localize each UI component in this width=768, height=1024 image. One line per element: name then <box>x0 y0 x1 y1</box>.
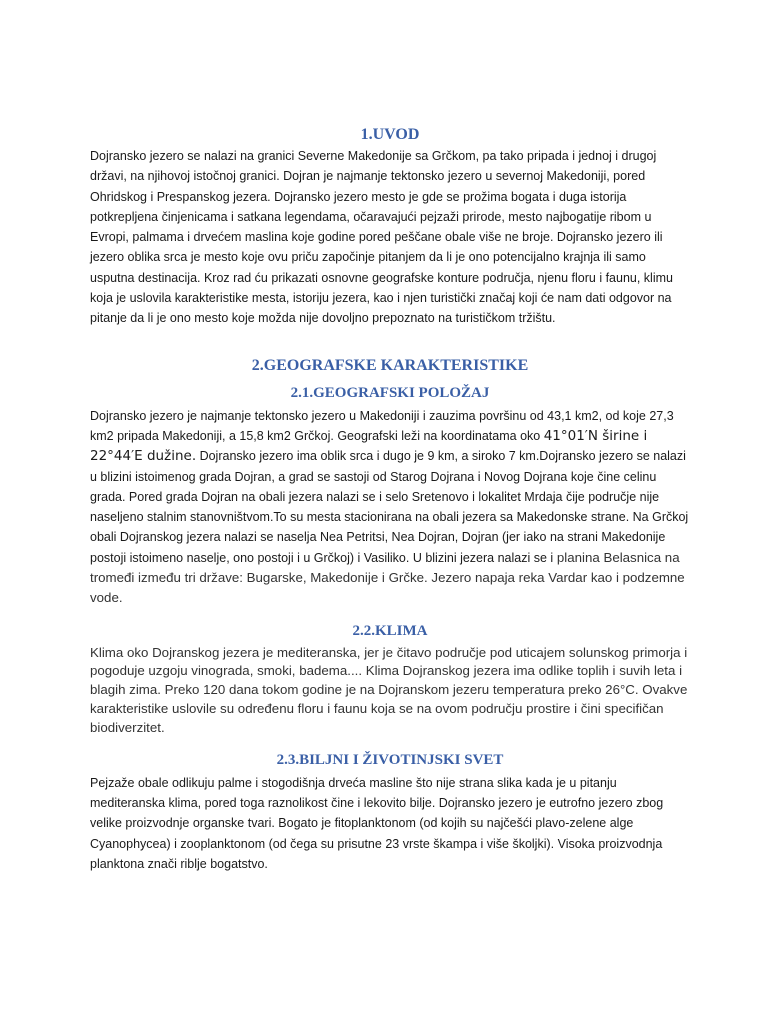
paragraph-uvod: Dojransko jezero se nalazi na granici Severne Makedonije sa Grčkom, pa tako pripada i jednoj i drugoj državi, na njihovoj istočnoj granici. Dojran je najmanje tektonsko jezero u severnoj Makedoniji, pored Ohridskog i Prespanskog jezera. Dojransko jezero mesto je gde se prožima bogata i duga istorija potkrepljena činjenicama i satkana legendama, očaravajući pejzaži prirode, mesto najbogatije ribom u Evropi, palmama i drvećem maslina koje godine pored peščane obale više ne broje. Dojransko jezero ili jezero oblika srca je mesto koje ovu priču započinje pitanjem da li je ono potencijalno krajnja ili samo usputna destinacija. Kroz rad ću prikazati osnovne geografske konture područja, njenu floru i faunu, klimu koja je uslovila karakteristike mesta, istoriju jezera, kao i njen turistički značaj koji će nam dati odgovor na pitanje da li je ono mesto koje možda nije dovoljno prepoznato na turističkom tržištu. <box>90 149 673 326</box>
polozaj-text-c: planina Belasnica na tromeđi između tri države: Bugarske, Makedonije i Grčke. Jezero napaja reka Vardar kao i podzemne vode. <box>90 549 685 606</box>
heading-klima: 2.2.KLIMA <box>352 622 428 639</box>
document-page <box>90 120 690 874</box>
polozaj-text-b: Dojransko jezero ima oblik srca i dugo je 9 km, a siroko 7 km.Dojransko jezero se nalazi u blizini istoimenog grada Dojran, a grad se sastoji od Starog Dojrana i Novog Dojrana koje čine celinu grada. Pored grada Dojran na obali jezera nalazi se i selo Sretenovo i lokalitet Mrdaja čije područje nije naseljeno stalnim stanovništvom.To su mesta stacionirana na obali jezera sa Makedonske strane. Na Grčkoj obali Dojranskog jezera nalazi se naselja Nea Petritsi, Nea Dojran, Dojran (jer iako na strani Makedonije postoji istoimeno naselje, ono postoji i u Grčkoj) i Vasiliko. U blizini jezera nalazi se i <box>90 449 689 565</box>
heading-biljni-zivotinjski-svet: 2.3.BILJNI I ŽIVOTINJSKI SVET <box>276 751 504 768</box>
paragraph-klima: Klima oko Dojranskog jezera je mediteranska, jer je čitavo područje pod uticajem solunskog primorja i pogoduje uzgoju vinograda, smoki, badema.... Klima Dojranskog jezera ima odlike toplih i suvih leta i blagih zima. Preko 120 dana tokom godine je na Dojranskom jezeru temperatura preko 26°C. Ovakve karakteristike uslovile su određenu floru i faunu koja se na ovom području prostire i čini specifičan biodiverzitet. <box>90 644 688 735</box>
polozaj-text-a: Dojransko jezero je najmanje tektonsko jezero u Makedoniji i zauzima površinu od 43,1 km2, od koje 27,3 km2 pripada Makedoniji, a 15,8 km2 Grčkoj. Geografski leži na koordinatama oko <box>90 408 674 443</box>
heading-geografske-karakteristike: 2.GEOGRAFSKE KARAKTERISTIKE <box>251 356 529 374</box>
polozaj-coordinates: 41°01′N širine i 22°44′E dužine. <box>90 427 648 465</box>
paragraph-biljni: Pejzaže obale odlikuju palme i stogodišnja drveća masline što nije strana slika kada je u pitanju mediteranska klima, pored toga raznolikost čine i lekovito bilje. Dojransko jezero je eutrofno jezero zbog velike proizvodnje organske tvari. Bogato je fitoplanktonom (od kojih su najčešći plavo-zelene alge Cyanophycea) i zooplanktonom (od čega su prisutne 23 vrste škampa i više školjki). Visoka proizvodnja planktona znači riblje bogatstvo. <box>90 775 664 871</box>
heading-uvod: 1.UVOD <box>360 126 420 143</box>
paragraph-polozaj <box>90 406 690 609</box>
heading-geografski-polozaj: 2.1.GEOGRAFSKI POLOŽAJ <box>290 384 490 401</box>
